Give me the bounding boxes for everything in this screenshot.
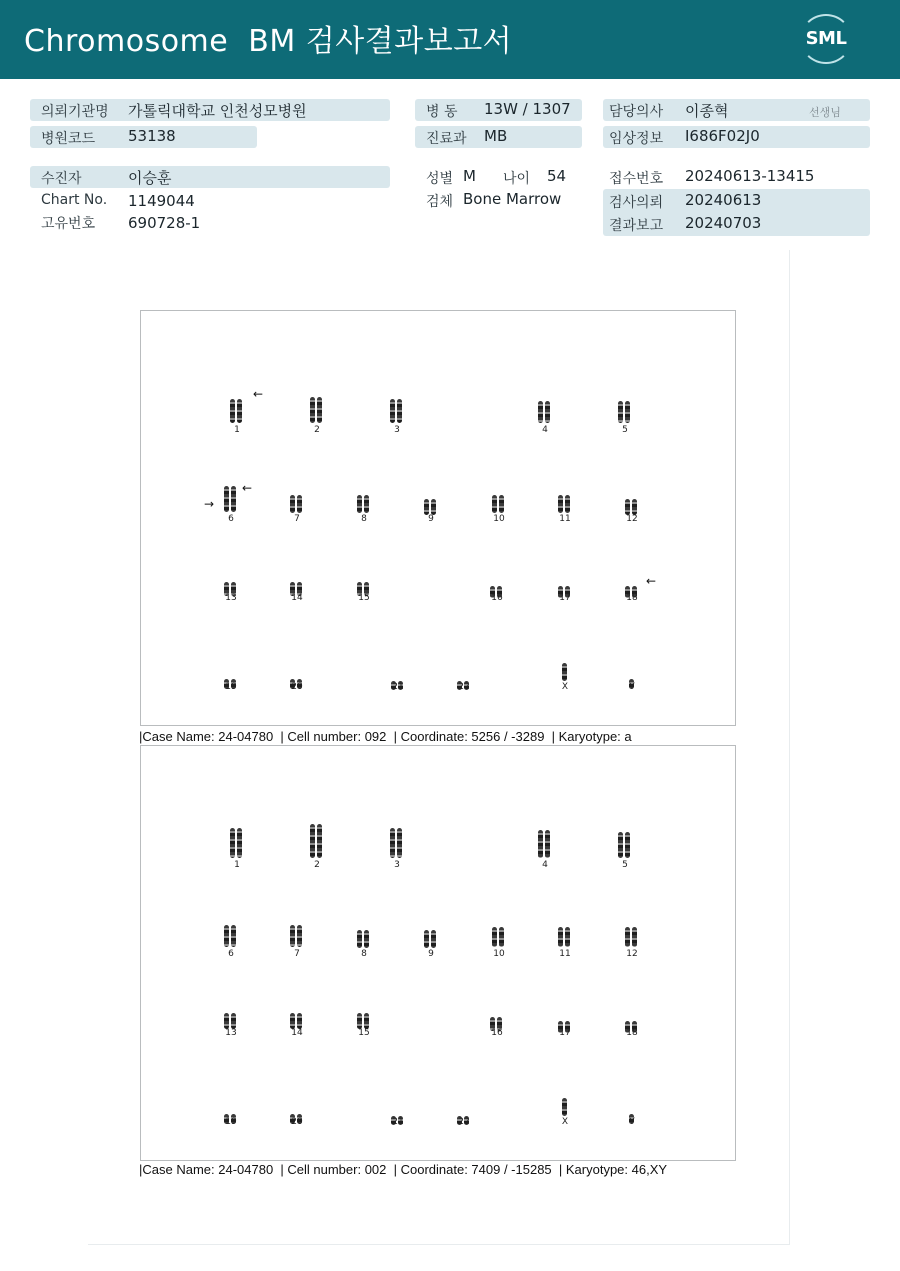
chromosome-pair	[224, 486, 238, 512]
chromosome-pair	[230, 399, 244, 423]
chromosome-number-label: 21	[392, 1117, 404, 1127]
doctor-value: 이종혁	[685, 102, 729, 120]
chromosome-number-label: 20	[291, 1117, 303, 1127]
chromosome-number-label: 1	[234, 425, 240, 435]
chromosome-number-label: 6	[228, 514, 234, 524]
chromosome	[538, 830, 543, 858]
chromosome	[231, 1013, 236, 1029]
chromosome-pair	[357, 1010, 371, 1026]
chromosome	[390, 828, 395, 858]
request-value: 20240613	[685, 191, 762, 209]
department-label: 진료과	[426, 131, 467, 147]
chromosome-pair	[424, 929, 438, 947]
chromosome-pair	[562, 1097, 569, 1115]
chromosome-pair	[558, 1014, 572, 1026]
patient-label: 수진자	[41, 171, 82, 187]
chromosome	[224, 486, 229, 512]
chromosome	[499, 495, 504, 513]
chromosome	[317, 397, 322, 423]
doctor-honorific: 선생님	[809, 106, 841, 119]
chromosome	[231, 486, 236, 512]
chromosome	[364, 930, 369, 948]
chromosome	[310, 397, 315, 423]
chromosome-number-label: 2	[314, 860, 320, 870]
chromosome-pair	[457, 1106, 471, 1115]
chromosome-number-label: 5	[622, 425, 628, 435]
chromosome-pair	[457, 671, 471, 680]
chromosome-number-label: 21	[392, 682, 404, 692]
chromosome-pair	[625, 1014, 639, 1026]
chromosome	[230, 828, 235, 858]
chromosome-pair	[490, 1012, 504, 1026]
sex-label: 성별	[426, 171, 454, 187]
chromosome	[290, 925, 295, 947]
chromosome-number-label: 15	[358, 1028, 370, 1038]
chromosome-number-label: 7	[294, 514, 300, 524]
chromosome-pair	[538, 830, 552, 858]
receipt-label: 접수번호	[609, 171, 664, 187]
chromosome-pair	[224, 1010, 238, 1026]
chromosome	[562, 663, 567, 681]
chromosome	[545, 401, 550, 423]
chromosome-pair	[310, 824, 324, 858]
chromosome-number-label: 14	[291, 1028, 303, 1038]
chromosome	[424, 930, 429, 948]
chromosome-pair	[558, 927, 572, 947]
chromosome	[492, 927, 497, 947]
chromosome-number-label: 22	[458, 1117, 470, 1127]
chromosome-number-label: 8	[361, 949, 367, 959]
chromosome	[231, 925, 236, 947]
chromosome-number-label: 18	[626, 593, 638, 603]
ward-label: 병 동	[426, 104, 458, 120]
chromosome-pair	[290, 494, 304, 512]
chromosome	[545, 830, 550, 858]
sex-value: M	[463, 167, 476, 185]
abnormality-arrow-icon: ←	[242, 481, 253, 495]
chromosome-number-label: 13	[225, 593, 237, 603]
chromosome	[237, 399, 242, 423]
karyogram-caption: |Case Name: 24-04780 | Cell number: 002 | Coordinate: 7409 / -15285 | Karyotype: 46,XY	[139, 1162, 668, 1177]
chromosome	[625, 927, 630, 947]
specimen-value: Bone Marrow	[463, 190, 562, 208]
chromosome-number-label: 20	[291, 682, 303, 692]
institution-value: 가톨릭대학교 인천성모병원	[128, 102, 307, 120]
chromosome-pair	[390, 828, 404, 858]
chromosome	[390, 399, 395, 423]
chromosome-pair	[224, 577, 238, 591]
chromosome-number-label: 15	[358, 593, 370, 603]
chromosome-pair	[357, 494, 371, 512]
chromosome-pair	[558, 579, 572, 591]
chromosome-number-label: 11	[559, 949, 571, 959]
chromosome	[558, 927, 563, 947]
karyogram-caption: |Case Name: 24-04780 | Cell number: 092 | Coordinate: 5256 / -3289 | Karyotype: a	[139, 729, 632, 744]
chromosome	[562, 1098, 567, 1116]
doctor-label: 담당의사	[609, 104, 664, 120]
patient-value: 이승훈	[128, 169, 172, 187]
chromosome-pair	[391, 671, 405, 680]
chromosome-pair	[492, 927, 506, 947]
chromosome-number-label: 19	[225, 682, 237, 692]
chromosome-number-label: 4	[542, 860, 548, 870]
chromosome-pair	[390, 399, 404, 423]
chromosome-pair	[310, 397, 324, 423]
chromosome-pair	[618, 401, 632, 423]
chromosome	[317, 824, 322, 858]
chromosome-pair	[562, 662, 569, 680]
chromosome-number-label: 5	[622, 860, 628, 870]
chromosome-pair	[625, 496, 639, 512]
chromosome-number-label: 12	[626, 949, 638, 959]
chromosome	[632, 499, 637, 515]
chromosome-number-label: 14	[291, 593, 303, 603]
chromosome-pair	[490, 579, 504, 591]
request-label: 검사의뢰	[609, 195, 664, 211]
chromosome-number-label: 17	[559, 1028, 571, 1038]
chromosome	[397, 828, 402, 858]
unique-id-value: 690728-1	[128, 214, 201, 232]
clinical-label: 임상정보	[609, 131, 664, 147]
age-value: 54	[547, 167, 567, 185]
chromosome-number-label: 13	[225, 1028, 237, 1038]
karyogram-panel	[140, 745, 736, 1161]
chromosome	[357, 495, 362, 513]
chromosome-pair	[629, 1105, 636, 1115]
chromosome	[625, 832, 630, 858]
chromosome	[565, 495, 570, 513]
chromosome	[364, 495, 369, 513]
chromosome-pair	[290, 577, 304, 591]
chromosome-pair	[290, 670, 304, 680]
chromosome	[625, 499, 630, 515]
chromosome-pair	[224, 1105, 238, 1115]
chromosome	[431, 499, 436, 515]
chromosome-pair	[224, 925, 238, 947]
chromosome-number-label: 8	[361, 514, 367, 524]
chromosome-number-label: 19	[225, 1117, 237, 1127]
unique-id-label: 고유번호	[41, 216, 96, 232]
karyogram-panel	[140, 310, 736, 726]
chromosome-pair	[625, 579, 639, 591]
chromosome-pair	[424, 496, 438, 512]
chromosome	[632, 927, 637, 947]
chromosome-pair	[538, 401, 552, 423]
chromosome-number-label: 10	[493, 949, 505, 959]
chart-no-label: Chart No.	[41, 192, 108, 208]
chromosome	[310, 824, 315, 858]
chromosome-number-label: 11	[559, 514, 571, 524]
report-title: Chromosome BM 검사결과보고서	[24, 24, 513, 59]
chromosome-pair	[625, 927, 639, 947]
chromosome	[290, 495, 295, 513]
receipt-value: 20240613-13415	[685, 167, 815, 185]
chromosome-pair	[618, 832, 632, 858]
chromosome-pair	[290, 925, 304, 947]
age-label: 나이	[503, 171, 531, 187]
chromosome-number-label: 12	[626, 514, 638, 524]
chromosome-pair	[492, 494, 506, 512]
chromosome-number-label: 4	[542, 425, 548, 435]
chromosome	[224, 1013, 229, 1029]
chart-no-value: 1149044	[128, 192, 195, 210]
chromosome-pair	[558, 494, 572, 512]
chromosome-pair	[230, 828, 244, 858]
report-header	[0, 0, 900, 79]
chromosome	[431, 930, 436, 948]
chromosome-number-label: 16	[491, 593, 503, 603]
chromosome-number-label: 10	[493, 514, 505, 524]
abnormality-arrow-icon: ←	[253, 387, 264, 401]
hospital-code-value: 53138	[128, 127, 176, 145]
clinical-value: I686F02J0	[685, 127, 760, 145]
chromosome-number-label: 2	[314, 425, 320, 435]
chromosome	[618, 401, 623, 423]
institution-label: 의뢰기관명	[41, 104, 109, 120]
chromosome	[224, 925, 229, 947]
chromosome-number-label: 9	[428, 514, 434, 524]
chromosome-number-label: 9	[428, 949, 434, 959]
chromosome	[297, 1013, 302, 1029]
chromosome-number-label: 3	[394, 860, 400, 870]
chromosome	[237, 828, 242, 858]
chromosome-number-label: 16	[491, 1028, 503, 1038]
chromosome-number-label: 18	[626, 1028, 638, 1038]
logo-text: SML	[805, 28, 847, 49]
patient-row-bg	[30, 166, 390, 188]
chromosome-pair	[391, 1106, 405, 1115]
chromosome-pair	[629, 670, 636, 680]
chromosome-number-label: 6	[228, 949, 234, 959]
chromosome	[618, 832, 623, 858]
hospital-code-label: 병원코드	[41, 131, 96, 147]
chromosome-pair	[357, 577, 371, 591]
chromosome	[397, 399, 402, 423]
chromosome-number-label: X	[561, 1117, 569, 1127]
chromosome-pair	[357, 929, 371, 947]
chromosome	[230, 399, 235, 423]
report-date-value: 20240703	[685, 214, 762, 232]
chromosome-pair	[290, 1105, 304, 1115]
chromosome	[297, 925, 302, 947]
chromosome	[499, 927, 504, 947]
chromosome-pair	[290, 1010, 304, 1026]
chromosome	[538, 401, 543, 423]
chromosome	[364, 1013, 369, 1029]
chromosome-number-label: 1	[234, 860, 240, 870]
chromosome	[625, 401, 630, 423]
chromosome	[297, 495, 302, 513]
chromosome	[357, 1013, 362, 1029]
chromosome-number-label: Y	[629, 1117, 635, 1127]
department-value: MB	[484, 127, 508, 145]
chromosome	[492, 495, 497, 513]
chromosome-number-label: Y	[629, 682, 635, 692]
sml-logo	[800, 14, 852, 64]
report-date-label: 결과보고	[609, 218, 664, 234]
ward-value: 13W / 1307	[484, 100, 571, 118]
chromosome	[357, 930, 362, 948]
chromosome-number-label: 22	[458, 682, 470, 692]
chromosome	[424, 499, 429, 515]
chromosome	[565, 927, 570, 947]
chromosome	[290, 1013, 295, 1029]
abnormality-arrow-icon: ←	[646, 574, 657, 588]
chromosome-number-label: 7	[294, 949, 300, 959]
chromosome-number-label: 17	[559, 593, 571, 603]
specimen-label: 검체	[426, 194, 454, 210]
abnormality-arrow-icon: →	[204, 497, 215, 511]
chromosome-pair	[224, 670, 238, 680]
chromosome-number-label: 3	[394, 425, 400, 435]
chromosome-number-label: X	[561, 682, 569, 692]
chromosome	[558, 495, 563, 513]
